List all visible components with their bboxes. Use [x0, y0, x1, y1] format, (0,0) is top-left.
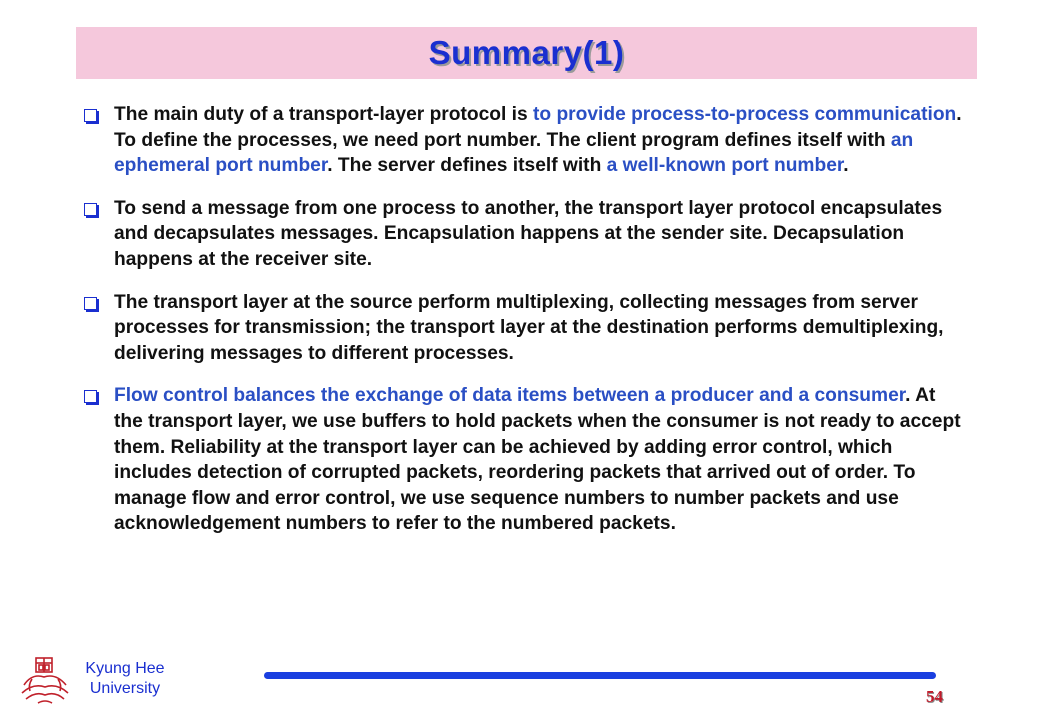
- bullet-item: [82, 383, 962, 537]
- checkbox-bullet-icon: [84, 109, 97, 122]
- university-name-line2: University: [89, 680, 161, 697]
- bullet-item: [82, 196, 962, 273]
- bullet-text-segment: .: [843, 155, 849, 177]
- bullet-item: [82, 102, 962, 179]
- footer-divider: [264, 672, 936, 679]
- checkbox-bullet-icon: [84, 203, 97, 216]
- slide-title: Summary(1): [428, 34, 625, 71]
- bullet-text-segment: . To define the processes, we need port number. The client program defines itself with: [114, 104, 962, 151]
- checkbox-bullet-icon: [84, 297, 97, 310]
- page-number: 54: [926, 687, 943, 706]
- bullet-highlight-segment: an ephemeral port number: [114, 129, 914, 177]
- university-seal-icon: [18, 655, 72, 707]
- bullet-text-segment: The main duty of a transport-layer protocol is: [114, 104, 533, 125]
- bullet-text-segment: To send a message from one process to another, the transport layer protocol encapsulates and decapsulates messages. Encapsulation happens at the sender site. Decapsulation happens at the receiver site.: [114, 197, 943, 270]
- bullet-text-segment: . At the transport layer, we use buffers to hold packets when the consumer is not ready to accept them. Reliability at the transport layer can be achieved by adding error control, which includes detection of corrupted packets, reordering packets that arrived out of order. To manage flow and error control, we use sequence numbers to number packets and use acknowledgement numbers to refer to the numbered packets.: [114, 385, 961, 535]
- bullet-text-segment: . The server defines itself with: [327, 155, 607, 177]
- university-name-line1: Kyung Hee: [85, 660, 165, 677]
- bullet-highlight-segment: to provide process-to-process communication: [533, 104, 957, 125]
- bullet-item: [82, 290, 962, 367]
- university-name: [70, 659, 180, 699]
- checkbox-bullet-icon: [84, 390, 97, 403]
- bullet-highlight-segment: a well-known port number: [606, 155, 844, 177]
- bullet-highlight-segment: Flow control balances the exchange of data items between a producer and a consumer: [114, 385, 906, 407]
- title-bar: [76, 27, 977, 79]
- bullet-list: [82, 102, 962, 554]
- bullet-text-segment: The transport layer at the source perform multiplexing, collecting messages from server processes for transmission; the transport layer at the destination performs demultiplexing, delivering messages to different processes.: [114, 291, 944, 364]
